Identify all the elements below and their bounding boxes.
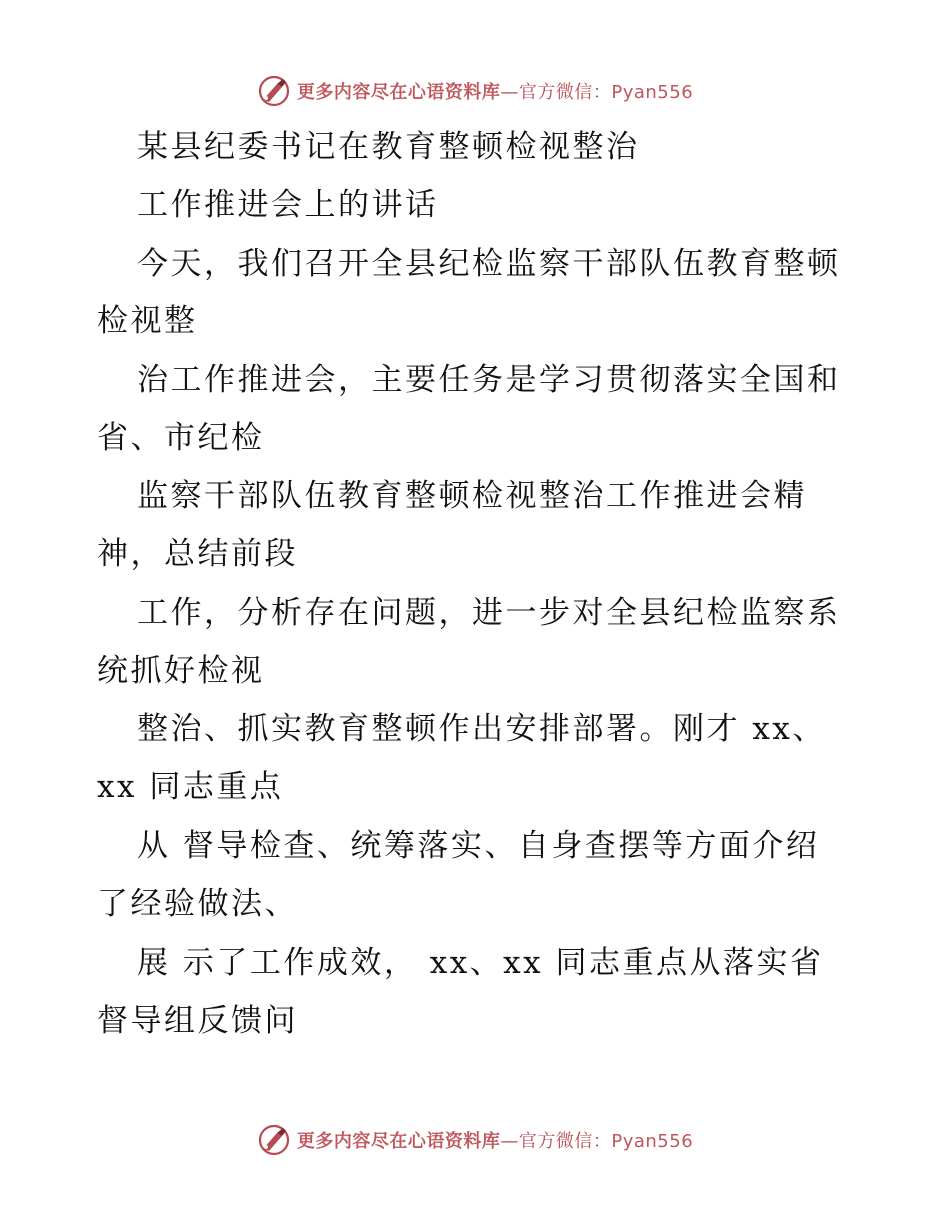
text-line: 工作，分析存在问题，进一步对全县纪检监察系 xyxy=(137,595,841,631)
text-line: 督导组反馈问 xyxy=(97,1003,298,1039)
watermark-label: 官方微信： xyxy=(518,1131,612,1152)
watermark-dash: — xyxy=(500,82,519,103)
text-line: 统抓好检视 xyxy=(97,653,265,689)
watermark-site-name: 更多内容尽在心语资料库 xyxy=(296,82,501,103)
footer-watermark xyxy=(0,1120,950,1160)
text-line: 了经验做法、 xyxy=(97,886,298,922)
watermark-site-name: 更多内容尽在心语资料库 xyxy=(296,1131,501,1152)
text-line: 从 督导检查、统筹落实、自身查摆等方面介绍 xyxy=(137,828,820,864)
title-line-2: 工作推进会上的讲话 xyxy=(137,187,439,223)
header-watermark xyxy=(0,71,950,111)
text-line: 监察干部队伍教育整顿检视整治工作推进会精 xyxy=(137,478,807,514)
text-line: 省、市纪检 xyxy=(97,420,265,456)
watermark-wechat-id: Pyan556 xyxy=(611,82,694,103)
text-line: 治工作推进会，主要任务是学习贯彻落实全国和 xyxy=(137,362,841,398)
fountain-pen-logo-icon xyxy=(257,1123,291,1157)
watermark-dash: — xyxy=(500,1131,519,1152)
text-line: xx 同志重点 xyxy=(97,769,284,805)
text-line: 检视整 xyxy=(97,303,198,339)
watermark-text xyxy=(297,78,693,104)
watermark-text xyxy=(297,1127,693,1153)
text-line: 今天，我们召开全县纪检监察干部队伍教育整顿 xyxy=(137,246,841,282)
watermark-wechat-id: Pyan556 xyxy=(611,1131,694,1152)
text-line: 神，总结前段 xyxy=(97,536,298,572)
watermark-label: 官方微信： xyxy=(518,82,612,103)
fountain-pen-logo-icon xyxy=(257,74,291,108)
title-line-1: 某县纪委书记在教育整顿检视整治 xyxy=(137,129,640,165)
text-line: 整治、抓实教育整顿作出安排部署。刚才 xx、 xyxy=(137,711,826,747)
text-line: 展 示了工作成效， xx、xx 同志重点从落实省 xyxy=(137,945,824,981)
